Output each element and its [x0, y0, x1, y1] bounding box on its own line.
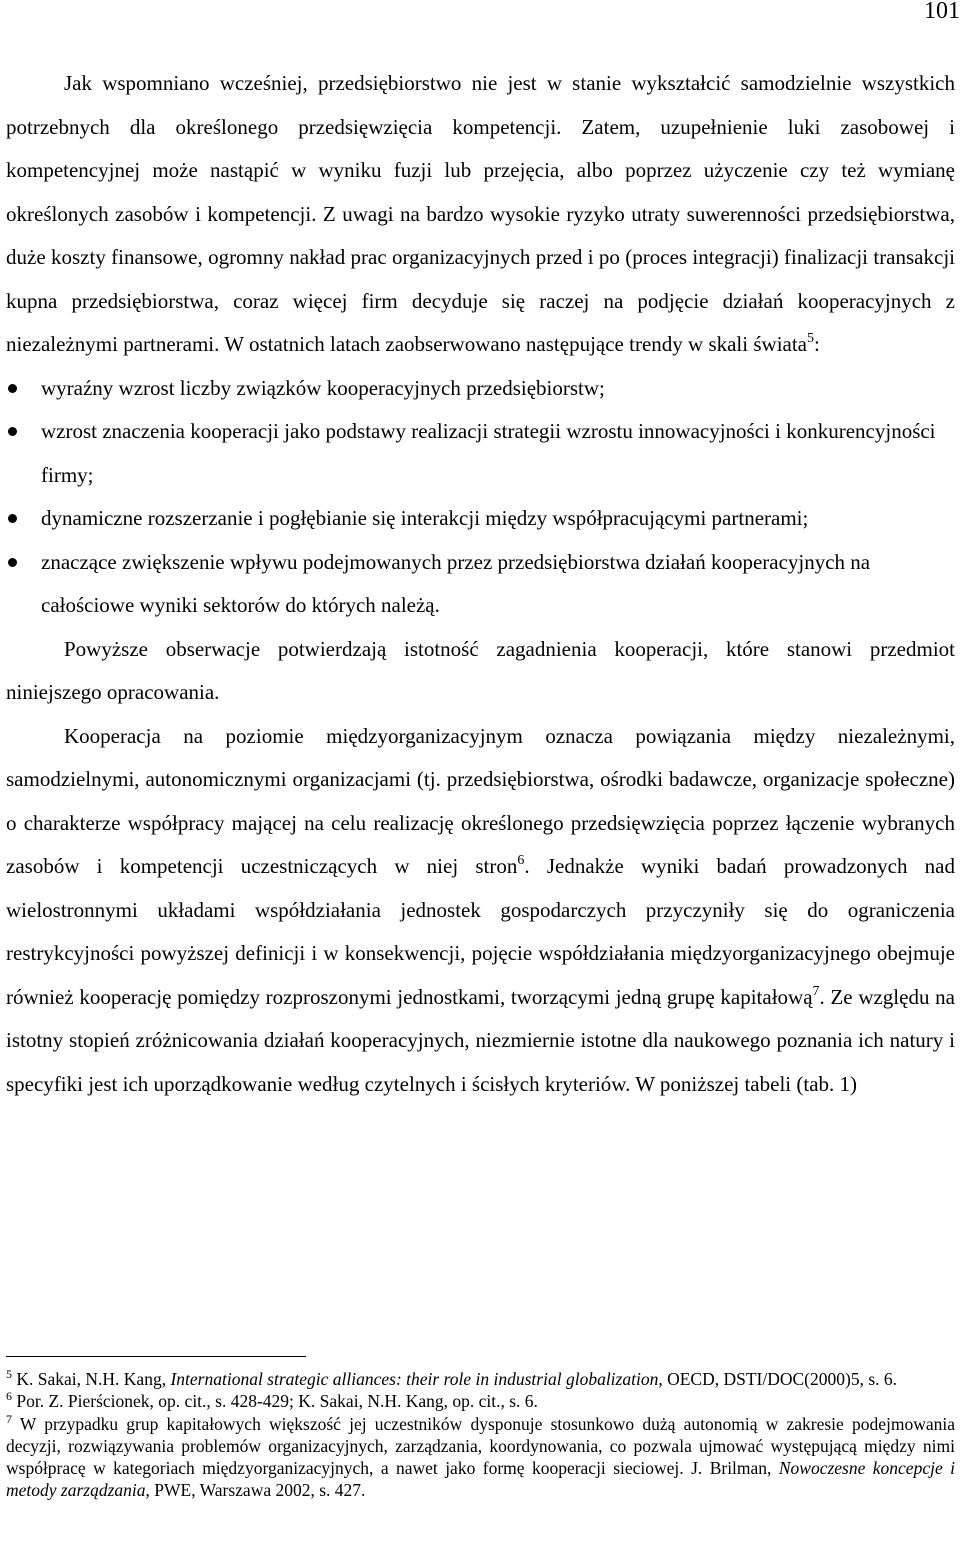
footnote-7: $^7$ W przypadku grup kapitałowych większość jej uczestników dysponuje stosunkowo dużą autonomią w zakresie podejmowania decyzji, rozwiązywania problemów organizacyjnych, zarządzania, koordynowania, co pozwala ujmować występującą między nimi współpracę w kategoriach międzyorganizacyjnych, a nawet jako formę kooperacji sieciowej. J. Brilman, Nowoczesne koncepcje i metody zarządzania, PWE, Warszawa 2002, s. 427.	[6, 1411, 956, 1501]
paragraph-cooperation: Kooperacja na poziomie międzyorganizacyjnym oznacza powiązania między niezależnymi, samodzielnymi, autonomicznymi organizacjami (tj. przedsiębiorstwa, ośrodki badawcze, organizacje społeczne) o charakterze współpracy mającej na celu realizację określonego przedsięwzięcia poprzez łączenie wybranych zasobów i kompetencji uczestniczących w niej stron$^6$. Jednakże wyniki badań prowadzonych nad wielostronnymi układami współdziałania jednostek gospodarczych przyczyniły się do ograniczenia restrykcyjności powyższej definicji i w konsekwencji, pojęcie współdziałania międzyorganizacyjnego obejmuje również kooperację pomiędzy rozproszonymi jednostkami, tworzącymi jedną grupę kapitałową$^7$. Ze względu na istotny stopień zróżnicowania działań kooperacyjnych, niezmiernie istotne dla naukowego poznania ich natury i specyfiki jest ich uporządkowanie według czytelnych i ścisłych kryteriów. W poniższej tabeli (tab. 1)	[6, 723, 955, 1096]
list-item: dynamiczne rozszerzanie i pogłębianie się interakcji między współpracującymi partnerami;	[6, 497, 955, 541]
list-item: wzrost znaczenia kooperacji jako podstawy realizacji strategii wzrostu innowacyjności i konkurencyjności firmy;	[6, 410, 955, 497]
bullet-icon	[8, 558, 17, 567]
footnote-5: $^5$ K. Sakai, N.H. Kang, International strategic alliances: their role in industrial globalization, OECD, DSTI/DOC(2000)5, s. 6.	[6, 1367, 898, 1389]
trends-list	[6, 367, 955, 628]
bullet-icon	[8, 384, 17, 393]
list-item: znaczące zwiększenie wpływu podejmowanych przez przedsiębiorstwa działań kooperacyjnych na całościowe wyniki sektorów do których należą.	[6, 541, 955, 628]
paragraph-observations: Powyższe obserwacje potwierdzają istotność zagadnienia kooperacji, które stanowi przedmiot niniejszego opracowania.	[6, 636, 955, 704]
bullet-icon	[8, 427, 17, 436]
list-item: wyraźny wzrost liczby związków kooperacyjnych przedsiębiorstw;	[6, 367, 955, 411]
footnote-ref-5: 5	[807, 331, 815, 346]
footnotes	[6, 1368, 955, 1502]
footnote-6: $^6$ Por. Z. Pierścionek, op. cit., s. 428-429; K. Sakai, N.H. Kang, op. cit., s. 6.	[6, 1389, 538, 1412]
page-number: 101	[924, 0, 960, 24]
footnote-separator	[6, 1356, 306, 1357]
footnote-ref-6: 6	[517, 853, 525, 868]
paragraph-intro: Jak wspomniano wcześniej, przedsiębiorstwo nie jest w stanie wykształcić samodzielnie wszystkich potrzebnych dla określonego przedsięwzięcia kompetencji. Zatem, uzupełnienie luki zasobowej i kompetencyjnej może nastąpić w wyniku fuzji lub przejęcia, albo poprzez użyczenie czy też wymianę określonych zasobów i kompetencji. Z uwagi na bardzo wysokie ryzyko utraty suwerenności przedsiębiorstwa, duże koszty finansowe, ogromny nakład prac organizacyjnych przed i po (proces integracji) finalizacji transakcji kupna przedsiębiorstwa, coraz więcej firm decyduje się raczej na podjęcie działań kooperacyjnych z niezależnymi partnerami. W ostatnich latach zaobserwowano następujące trendy w skali świata$^5$:	[6, 71, 955, 356]
main-text	[6, 62, 955, 1106]
bullet-icon	[8, 514, 17, 523]
footnote-ref-7: 7	[812, 983, 820, 999]
